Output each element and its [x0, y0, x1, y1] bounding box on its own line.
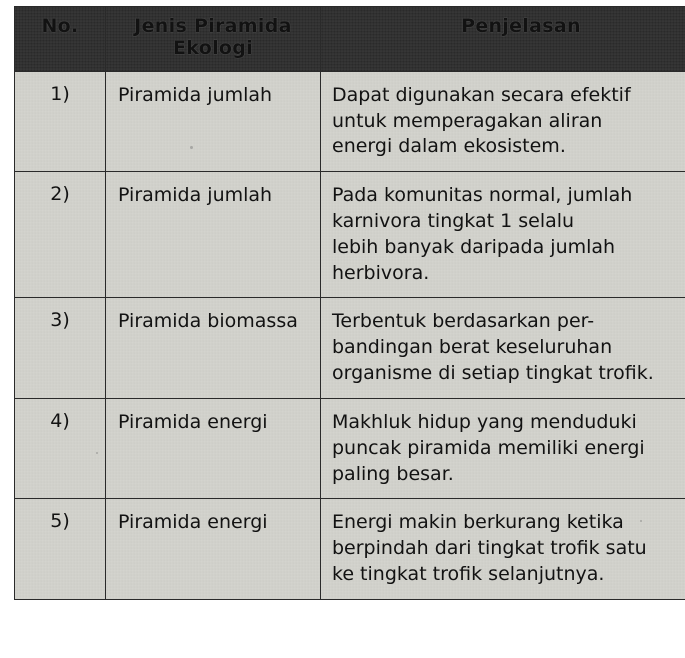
desc-line: ke tingkat trofik selanjutnya. [332, 563, 605, 586]
cell-description [321, 499, 685, 599]
table-row [15, 298, 685, 398]
table-row [15, 71, 685, 171]
desc-line: herbivora. [332, 261, 430, 284]
cell-no: 3) [15, 298, 106, 398]
desc-line: Energi makin berkurang ketika [332, 511, 624, 534]
cell-no: 4) [15, 398, 106, 498]
column-header-type-line2: Ekologi [173, 36, 253, 59]
desc-line: energi dalam ekosistem. [332, 135, 566, 158]
cell-type: Piramida biomassa [106, 298, 321, 398]
cell-description [321, 71, 685, 171]
column-header-type [106, 7, 321, 72]
column-header-no: No. [15, 7, 106, 72]
desc-line: berpindah dari tingkat trofik satu [332, 537, 647, 560]
cell-description [321, 298, 685, 398]
column-header-type-line1: Jenis Piramida [134, 15, 292, 37]
ecology-pyramid-table [14, 6, 685, 600]
cell-type: Piramida jumlah [106, 172, 321, 298]
cell-description [321, 398, 685, 498]
desc-line: paling besar. [332, 462, 454, 485]
cell-type: Piramida energi [106, 398, 321, 498]
desc-line: lebih banyak daripada jumlah [332, 235, 616, 258]
desc-line: karnivora tingkat 1 selalu [332, 210, 575, 232]
cell-no: 5) [15, 499, 106, 599]
table-row [15, 172, 685, 298]
desc-line: bandingan berat keseluruhan [332, 336, 613, 359]
cell-description [321, 172, 685, 298]
table-row [15, 499, 685, 599]
column-header-description: Penjelasan [321, 7, 685, 72]
cell-no: 2) [15, 172, 106, 298]
table-header-row [15, 7, 685, 72]
desc-line: puncak piramida memiliki energi [332, 436, 645, 459]
table-row [15, 398, 685, 498]
desc-line: Pada komunitas normal, jumlah [332, 184, 633, 207]
desc-line: Terbentuk berdasarkan per- [332, 310, 595, 333]
cell-type: Piramida jumlah [106, 71, 321, 171]
desc-line: organisme di setiap tingkat trofik. [332, 362, 654, 385]
cell-no: 1) [15, 71, 106, 171]
table-header [15, 7, 685, 72]
cell-type: Piramida energi [106, 499, 321, 599]
desc-line: untuk memperagakan aliran [332, 109, 603, 132]
table-body [15, 71, 685, 599]
desc-line: Makhluk hidup yang menduduki [332, 410, 637, 433]
desc-line: Dapat digunakan secara efektif [332, 83, 631, 106]
